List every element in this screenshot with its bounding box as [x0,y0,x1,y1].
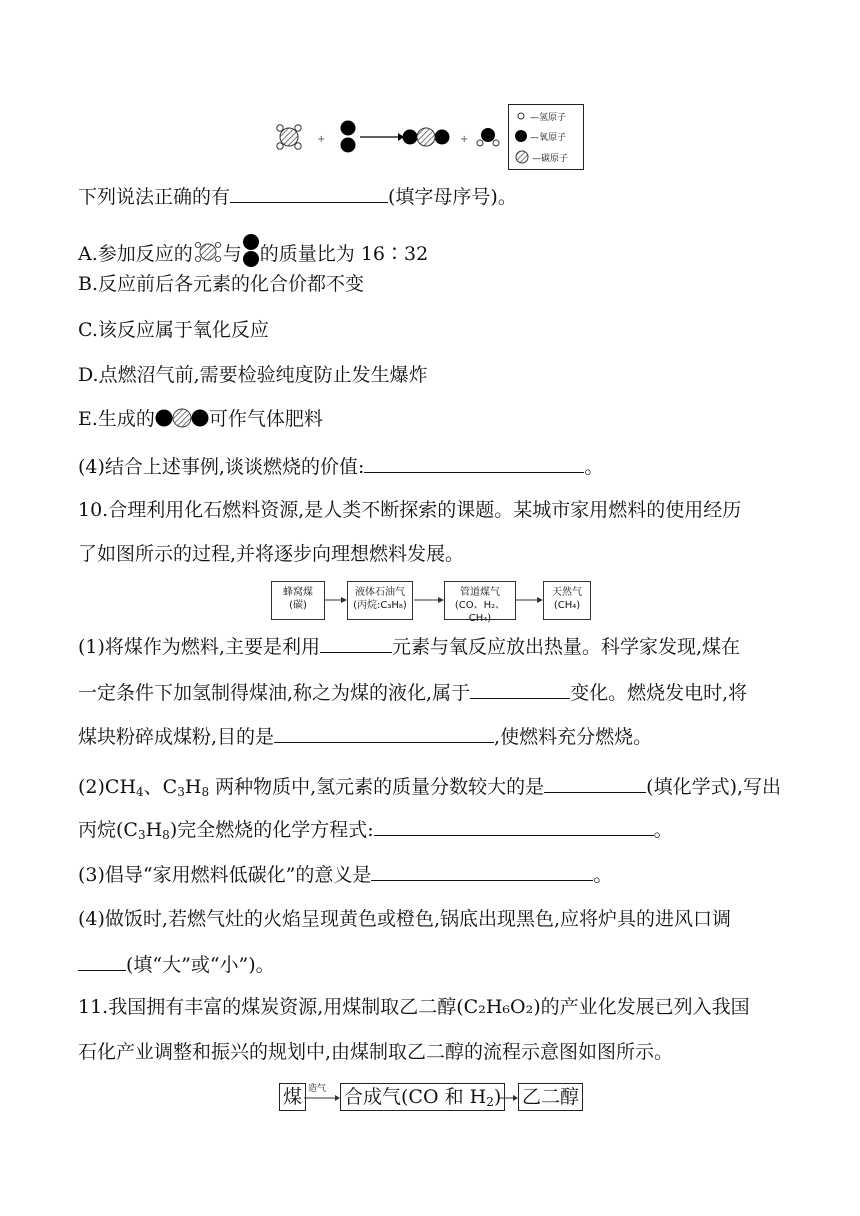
legend-hydrogen-label: —氢原子 [530,112,567,123]
q9-option-c: C.该反应属于氧化反应 [78,319,269,341]
flow-box-name: 蜂窝煤 [283,587,313,598]
p2-prefix: $(2)CH_4$、$C_3H_8$ 两 [78,776,235,799]
q10-stem-line1: 10.合理利用化石燃料资源,是人类不断探索的课题。某城市家用燃料的使用经历 [78,499,742,521]
flow-arrow-synthesis [498,1094,518,1102]
answer-blank-q9[interactable] [230,182,388,203]
oxygen-molecule-icon [341,121,356,153]
p1-a: (1)将煤作为燃料,主要是利用 [78,636,320,658]
carbon-atom-icon [515,150,529,164]
answer-blank-q9-part4[interactable] [364,452,584,473]
p1-b: 元素与氧反应放出热量。科学家发现,煤在 [391,636,741,658]
p1-f: ,使燃料充分燃烧。 [494,726,653,748]
q10-stem-line2: 了如图所示的过程,并将逐步向理想燃料发展。 [78,543,465,565]
flow-box-detail: (碳) [289,600,307,611]
answer-blank-q10-1c[interactable] [274,722,494,743]
flow-arrow-label: 造气 [308,1084,327,1094]
legend-carbon [515,149,568,165]
q9-option-d: D.点燃沼气前,需要检验纯度防止发生爆炸 [78,364,428,386]
reaction-arrow [360,133,404,141]
answer-blank-q10-4[interactable] [78,950,126,971]
flow-box-name: 液体石油气 [355,587,405,598]
q10-part1-line2 [78,678,747,706]
flow-box-detail: (丙烷:C₃H₈) [353,600,407,611]
water-molecule-icon [477,128,499,146]
flow-box-syngas: 合成气(CO 和 $H_2$) [340,1083,505,1111]
flow-arrow-1 [325,595,347,605]
flow-box-ethylene-glycol: 乙二醇 [518,1083,583,1111]
carbon-dioxide-molecule-icon [155,408,209,428]
p4-b: (填“大”或“小”)。 [126,954,275,976]
part4-pre: (4)结合上述事例,谈谈燃烧的价值: [78,456,365,478]
q10-part4-line1: (4)做饭时,若燃气灶的火焰呈现黄色或橙色,锅底出现黑色,应将炉具的进风口调 [78,908,732,930]
flow-arrow-3 [516,595,543,605]
oxygen-molecule-icon [242,234,260,268]
flow-box-pipeline-gas [444,581,516,624]
answer-blank-q10-1b[interactable] [470,678,570,699]
q11-stem-line1: 11.我国拥有丰富的煤炭资源,用煤制取乙二醇(C₂H₆O₂)的产业化发展已列入我国 [78,996,750,1018]
part4-post: 。 [584,456,604,478]
p2-c: 完全燃烧的化学方程式: [177,819,374,841]
flow-arrow-2 [414,595,444,605]
p1-e: 煤块粉碎成煤粉,目的是 [78,726,275,748]
q9-option-b: B.反应前后各元素的化合价都不变 [78,273,365,295]
option-a-post: 的质量比为 16∶32 [259,243,429,265]
q10-part3 [78,860,612,888]
q10-part1-line1 [78,632,740,660]
p1-c: 一定条件下加氢制得煤油,称之为煤的液化,属于 [78,682,471,704]
hydrogen-atom-icon [515,110,527,122]
q9-part4 [78,452,603,480]
q10-part4-line2 [78,950,275,978]
flow-box-honeycomb-coal [271,581,325,620]
answer-blank-q10-2a[interactable] [544,772,646,793]
reaction-diagram [270,118,506,158]
answer-blank-q10-3[interactable] [371,860,593,881]
q11-stem-line2: 石化产业调整和振兴的规划中,由煤制取乙二醇的流程示意图如图所示。 [78,1041,674,1063]
legend-carbon-label: —碳原子 [532,153,569,164]
p1-d: 变化。燃烧发电时,将 [570,682,748,704]
p3-a: (3)倡导“家用燃料低碳化”的意义是 [78,864,372,886]
p3-b: 。 [593,864,613,886]
plus-sign: + [317,134,326,145]
legend-hydrogen [515,108,566,124]
flow-box-name: 管道煤气 [460,587,500,598]
legend-oxygen [515,128,566,144]
p2-d: 。 [653,819,673,841]
p2-b: (填化学式),写出 [646,776,782,798]
answer-blank-q10-2b[interactable] [374,815,654,836]
flow-box-coal: 煤 [279,1083,306,1111]
option-e-post: 可作气体肥料 [208,408,323,430]
answer-blank-q10-1a[interactable] [320,632,392,653]
q10-part1-line3 [78,722,652,750]
p2-propane: 丙烷$(C_3H_8)$ [78,819,178,842]
option-a-mid: 与 [222,243,242,265]
q10-part2-line2 [78,815,673,843]
q9-option-e [78,406,323,432]
flow-box-name: 天然气 [552,587,582,598]
legend-oxygen-label: —氧原子 [530,132,567,143]
flow-arrow-gasify [304,1094,340,1102]
option-a-pre: A.参加反应的 [78,243,193,265]
q9-question-post: (填字母序号)。 [388,186,517,208]
carbon-dioxide-molecule-icon [403,128,450,146]
flow-box-detail: (CO、H₂、CH₄) [454,600,506,624]
oxygen-atom-icon [515,129,527,143]
p2-a: 种物质中,氢元素的质量分数较大的是 [234,776,545,798]
flow-box-lpg [347,581,413,620]
flow-box-natural-gas [543,581,591,620]
plus-sign-2: + [460,134,469,145]
atom-legend [508,104,584,170]
q10-part2-line1 [78,772,781,800]
flow-box-detail: (CH₄) [553,600,581,611]
methane-molecule-icon [193,240,223,264]
methane-molecule-icon [277,125,301,149]
option-e-pre: E.生成的 [78,408,155,430]
q9-question [78,182,517,210]
q9-question-pre: 下列说法正确的有 [78,186,231,208]
q9-option-a [78,234,428,268]
